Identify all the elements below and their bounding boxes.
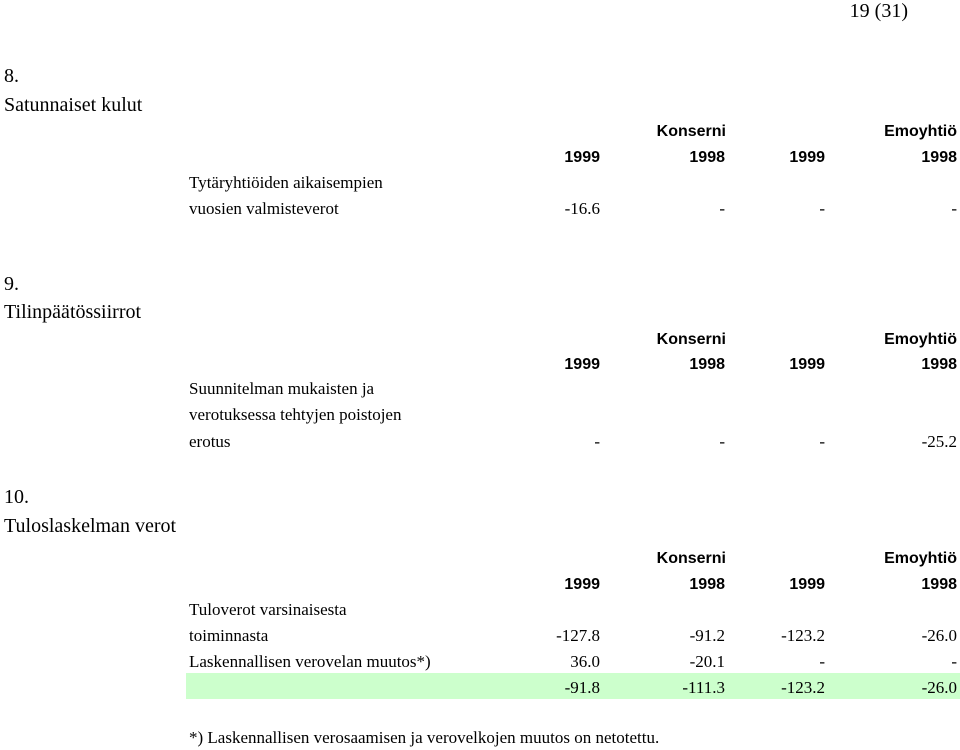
value-cell: -16.6 xyxy=(564,199,600,218)
value-cell: -123.2 xyxy=(781,626,825,645)
year-header: 1999 xyxy=(564,356,600,373)
value-cell: - xyxy=(819,199,825,218)
value-cell: -127.8 xyxy=(556,626,600,645)
row-label: Suunnitelman mukaisten ja xyxy=(189,379,375,398)
section-title: Tilinpäätössiirrot xyxy=(4,301,142,323)
section-number: 10. xyxy=(4,486,29,508)
section-title: Tuloslaskelman verot xyxy=(4,515,177,537)
row-label: toiminnasta xyxy=(189,626,269,645)
value-cell: - xyxy=(594,432,600,451)
section-number: 9. xyxy=(4,273,19,295)
row-label: vuosien valmisteverot xyxy=(189,199,339,218)
footnote: *) Laskennallisen verosaamisen ja verovelkojen muutos on netotettu. xyxy=(189,728,660,747)
row-label: Tytäryhtiöiden aikaisempien xyxy=(189,173,383,192)
value-cell: -91.2 xyxy=(689,626,725,645)
total-value-cell: -26.0 xyxy=(921,678,957,697)
value-cell: - xyxy=(719,432,725,451)
section-title: Satunnaiset kulut xyxy=(4,94,143,116)
total-value-cell: -91.8 xyxy=(564,678,600,697)
header-emoyhtio: Emoyhtiö xyxy=(884,550,957,567)
value-cell: - xyxy=(951,652,957,671)
header-konserni: Konserni xyxy=(656,550,726,567)
year-header: 1998 xyxy=(921,356,957,373)
value-cell: - xyxy=(719,199,725,218)
year-header: 1998 xyxy=(689,149,725,166)
value-cell: - xyxy=(819,432,825,451)
value-cell: 36.0 xyxy=(570,652,600,671)
value-cell: - xyxy=(951,199,957,218)
year-header: 1998 xyxy=(689,356,725,373)
header-emoyhtio: Emoyhtiö xyxy=(884,123,957,140)
value-cell: -26.0 xyxy=(921,626,957,645)
row-label: verotuksessa tehtyjen poistojen xyxy=(189,405,402,424)
year-header: 1998 xyxy=(689,576,725,593)
value-cell: -25.2 xyxy=(921,432,957,451)
year-header: 1998 xyxy=(921,149,957,166)
value-cell: - xyxy=(819,652,825,671)
value-cell: -20.1 xyxy=(689,652,725,671)
year-header: 1999 xyxy=(564,576,600,593)
row-label: Laskennallisen verovelan muutos*) xyxy=(189,652,431,671)
year-header: 1999 xyxy=(789,356,825,373)
year-header: 1998 xyxy=(921,576,957,593)
row-label: erotus xyxy=(189,432,231,451)
header-konserni: Konserni xyxy=(656,331,726,348)
page-number: 19 (31) xyxy=(849,0,908,22)
total-value-cell: -123.2 xyxy=(781,678,825,697)
total-value-cell: -111.3 xyxy=(682,678,725,697)
year-header: 1999 xyxy=(789,576,825,593)
header-konserni: Konserni xyxy=(656,123,726,140)
header-emoyhtio: Emoyhtiö xyxy=(884,331,957,348)
row-label: Tuloverot varsinaisesta xyxy=(189,600,347,619)
year-header: 1999 xyxy=(564,149,600,166)
year-header: 1999 xyxy=(789,149,825,166)
section-number: 8. xyxy=(4,65,19,87)
